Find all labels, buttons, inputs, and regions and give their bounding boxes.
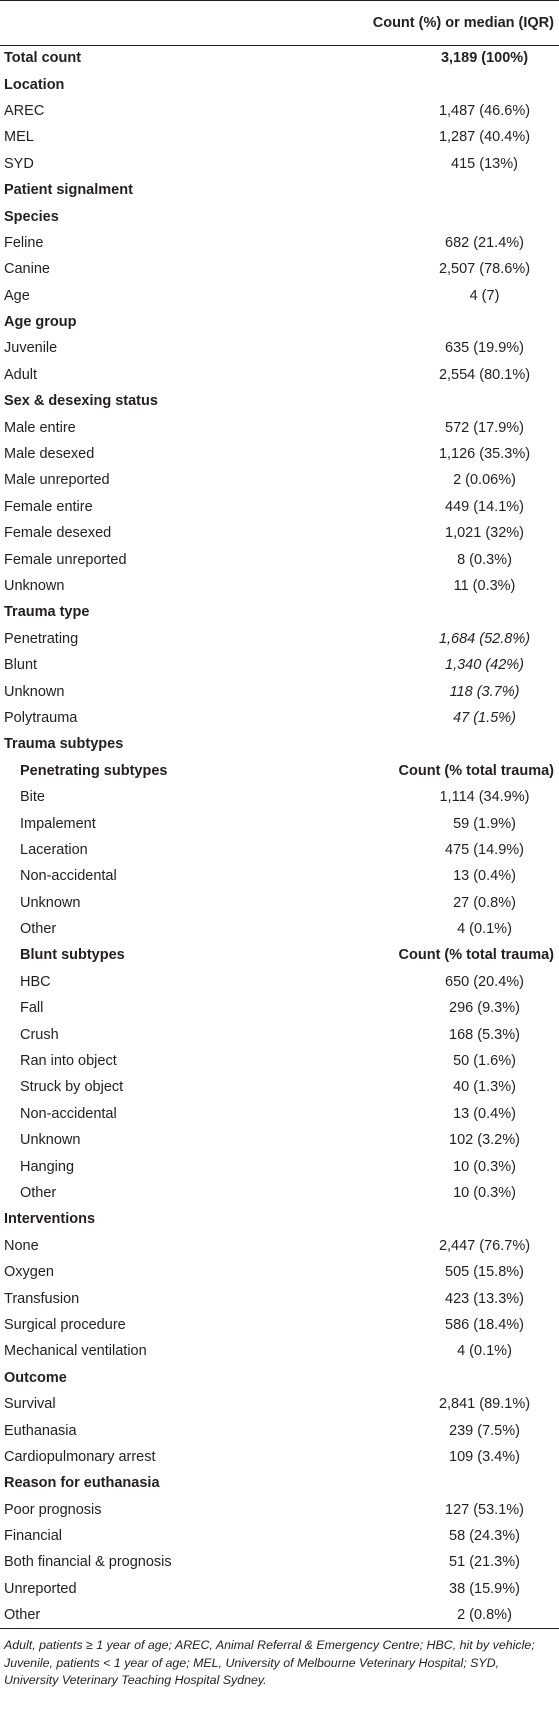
row-value: 8 (0.3%) — [457, 551, 512, 568]
table-row — [0, 652, 559, 678]
row-label: Fall — [20, 1000, 44, 1017]
table-row — [0, 283, 559, 309]
row-value — [340, 1365, 559, 1391]
row-label: None — [4, 1237, 39, 1254]
table-row — [0, 916, 559, 942]
table-row — [0, 230, 559, 256]
row-value: Count (% total trauma) — [398, 762, 554, 779]
table-row — [0, 414, 559, 440]
table-footnote: Adult, patients ≥ 1 year of age; AREC, Animal Referral & Emergency Centre; HBC, hit by vehicle; Juvenile, patients < 1 year of age; MEL, University of Melbourne Veterinary Hospital; SYD, University Veterinary Teaching Hospital Sydney. — [4, 1637, 535, 1688]
row-label: Non-accidental — [20, 1105, 117, 1122]
row-value: 3,189 (100%) — [440, 50, 529, 67]
section-header-row — [0, 309, 559, 335]
row-value: 296 (9.3%) — [449, 1000, 520, 1017]
row-label: Non-accidental — [20, 868, 117, 885]
row-value: 505 (15.8%) — [445, 1264, 524, 1281]
row-label: Canine — [4, 261, 50, 278]
table-row — [0, 1048, 559, 1074]
table-row — [0, 1233, 559, 1259]
row-value: 2 (0.06%) — [453, 472, 516, 489]
section-header-row — [0, 1365, 559, 1391]
row-value: 635 (19.9%) — [445, 340, 524, 357]
table-row — [0, 1523, 559, 1549]
row-label: Unreported — [4, 1580, 77, 1597]
table-row — [0, 1259, 559, 1285]
table-header — [0, 1, 559, 45]
table-row — [0, 151, 559, 177]
row-value — [340, 1206, 559, 1232]
row-label: Blunt subtypes — [20, 947, 125, 964]
row-value: 13 (0.4%) — [453, 1105, 516, 1122]
table-row — [0, 467, 559, 493]
table-row — [0, 546, 559, 572]
row-label: Polytrauma — [4, 709, 78, 726]
row-value: 168 (5.3%) — [449, 1026, 520, 1043]
table-row — [0, 837, 559, 863]
row-value: 1,021 (32%) — [445, 525, 524, 542]
table-row — [0, 1312, 559, 1338]
row-value: 1,114 (34.9%) — [439, 789, 530, 806]
row-label: Trauma subtypes — [4, 736, 124, 753]
table-row — [0, 678, 559, 704]
row-value: 475 (14.9%) — [445, 841, 524, 858]
row-label: Male desexed — [4, 446, 95, 463]
table-row — [0, 98, 559, 124]
table-row — [0, 362, 559, 388]
row-label: Unknown — [20, 894, 81, 911]
row-label: Struck by object — [20, 1079, 124, 1096]
row-value: 1,126 (35.3%) — [438, 446, 531, 463]
row-label: Poor prognosis — [4, 1501, 102, 1518]
row-label: Interventions — [4, 1211, 96, 1228]
row-value: 127 (53.1%) — [445, 1501, 524, 1518]
table-row — [0, 890, 559, 916]
row-label: Male unreported — [4, 472, 110, 489]
section-header-row — [0, 177, 559, 203]
table-row — [0, 494, 559, 520]
row-label: HBC — [20, 973, 51, 990]
row-label: Other — [0, 1602, 340, 1628]
row-label: Female unreported — [4, 551, 127, 568]
row-label: Ran into object — [20, 1053, 117, 1070]
row-value: 27 (0.8%) — [453, 894, 516, 911]
row-label: Cardiopulmonary arrest — [4, 1448, 156, 1465]
table-row — [0, 810, 559, 836]
section-header-row — [0, 71, 559, 97]
row-value: 109 (3.4%) — [449, 1448, 520, 1465]
row-label: SYD — [4, 155, 34, 172]
row-value: 10 (0.3%) — [453, 1184, 516, 1201]
row-value: 4 (0.1%) — [457, 921, 512, 938]
row-value: 682 (21.4%) — [445, 234, 524, 251]
row-label: Mechanical ventilation — [4, 1343, 147, 1360]
row-value: 1,684 (52.8%) — [438, 630, 531, 647]
subheader-row — [0, 942, 559, 968]
row-value: 2,507 (78.6%) — [438, 261, 531, 278]
row-value: 4 (7) — [469, 287, 500, 304]
row-label: Location — [4, 76, 65, 93]
row-value: 2,447 (76.7%) — [438, 1237, 531, 1254]
table-row — [0, 995, 559, 1021]
row-label: Both financial & prognosis — [4, 1554, 172, 1571]
row-value: 50 (1.6%) — [453, 1053, 516, 1070]
row-value: 572 (17.9%) — [445, 419, 524, 436]
row-value: 1,287 (40.4%) — [438, 129, 531, 146]
table-row — [0, 1074, 559, 1100]
row-label: Penetrating — [4, 630, 79, 647]
section-header-row — [0, 388, 559, 414]
table-row — [0, 784, 559, 810]
row-value — [340, 388, 559, 414]
row-value: 239 (7.5%) — [449, 1422, 520, 1439]
row-value: 10 (0.3%) — [453, 1158, 516, 1175]
row-label: Age — [4, 287, 30, 304]
header-value: Count (%) or median (IQR) — [340, 1, 559, 45]
header-label — [0, 1, 340, 45]
row-value: 40 (1.3%) — [453, 1079, 516, 1096]
row-label: Euthanasia — [4, 1422, 77, 1439]
table-row — [0, 45, 559, 71]
table-row — [0, 1101, 559, 1127]
table-row — [0, 1021, 559, 1047]
row-value — [340, 731, 559, 757]
row-label: Male entire — [4, 419, 76, 436]
row-value: Count (% total trauma) — [398, 947, 554, 964]
row-label: MEL — [4, 129, 34, 146]
row-label: Penetrating subtypes — [20, 762, 168, 779]
table-row — [0, 1444, 559, 1470]
row-label: Oxygen — [4, 1264, 54, 1281]
table-row — [0, 1602, 559, 1628]
row-label: Transfusion — [4, 1290, 80, 1307]
table-body — [0, 45, 559, 1628]
table-row — [0, 626, 559, 652]
row-value: 51 (21.3%) — [449, 1554, 520, 1571]
row-value: 59 (1.9%) — [453, 815, 516, 832]
row-label: Crush — [20, 1026, 59, 1043]
row-label: Other — [20, 921, 57, 938]
row-label: Financial — [4, 1528, 63, 1545]
table-row — [0, 1496, 559, 1522]
row-value: 4 (0.1%) — [457, 1343, 512, 1360]
data-table — [0, 1, 559, 1629]
table-row — [0, 441, 559, 467]
row-label: Sex & desexing status — [4, 393, 158, 410]
row-label: AREC — [4, 102, 45, 119]
row-value — [340, 203, 559, 229]
row-label: Hanging — [20, 1158, 75, 1175]
row-value: 11 (0.3%) — [453, 578, 516, 594]
section-header-row — [0, 599, 559, 625]
row-value: 118 (3.7%) — [449, 683, 520, 700]
table-row — [0, 1576, 559, 1602]
row-value: 650 (20.4%) — [445, 973, 524, 990]
table-row — [0, 1391, 559, 1417]
row-value: 47 (1.5%) — [453, 709, 516, 726]
row-value: 38 (15.9%) — [449, 1580, 520, 1597]
section-header-row — [0, 1470, 559, 1496]
row-label: Survival — [4, 1396, 56, 1413]
section-header-row — [0, 203, 559, 229]
table-row — [0, 1285, 559, 1311]
table-row — [0, 1417, 559, 1443]
row-value: 2,841 (89.1%) — [438, 1396, 531, 1413]
table-row — [0, 573, 559, 599]
row-label: Total count — [4, 50, 82, 67]
row-label: Species — [4, 208, 59, 225]
row-label: Patient signalment — [4, 182, 133, 199]
row-label: Laceration — [20, 841, 88, 858]
table-row — [0, 1549, 559, 1575]
table-row — [0, 124, 559, 150]
row-label: Adult — [4, 366, 38, 383]
row-value: 415 (13%) — [451, 155, 518, 172]
table-row — [0, 335, 559, 361]
table-row — [0, 705, 559, 731]
row-value — [340, 1470, 559, 1496]
row-label: Unknown — [4, 578, 65, 594]
row-value — [340, 309, 559, 335]
table-row — [0, 1180, 559, 1206]
row-label: Surgical procedure — [4, 1316, 126, 1333]
row-value: 1,340 (42%) — [445, 657, 524, 674]
table-row — [0, 969, 559, 995]
table-row — [0, 863, 559, 889]
row-label: Other — [20, 1184, 57, 1201]
row-label: Blunt — [4, 657, 38, 674]
row-label: Impalement — [20, 815, 96, 832]
table-row — [0, 256, 559, 282]
row-value: 449 (14.1%) — [445, 498, 524, 515]
row-label: Female entire — [4, 498, 93, 515]
subheader-row — [0, 758, 559, 784]
section-header-row — [0, 1206, 559, 1232]
row-value: 1,487 (46.6%) — [438, 102, 531, 119]
row-label: Outcome — [4, 1369, 67, 1386]
table-row — [0, 520, 559, 546]
row-value: 2 (0.8%) — [340, 1602, 559, 1628]
row-value: 423 (13.3%) — [445, 1290, 524, 1307]
row-label: Unknown — [4, 683, 65, 700]
table-row — [0, 1338, 559, 1364]
row-value: 13 (0.4%) — [453, 868, 516, 885]
table-row — [0, 1127, 559, 1153]
row-label: Trauma type — [4, 604, 90, 621]
row-label: Reason for euthanasia — [4, 1475, 160, 1492]
row-label: Juvenile — [4, 340, 58, 357]
row-value: 2,554 (80.1%) — [438, 366, 531, 383]
table-row — [0, 1153, 559, 1179]
row-label: Feline — [4, 234, 44, 251]
row-label: Bite — [20, 789, 45, 806]
row-value — [340, 599, 559, 625]
row-value — [340, 71, 559, 97]
row-label: Unknown — [20, 1132, 81, 1149]
row-label: Age group — [4, 314, 77, 331]
section-header-row — [0, 731, 559, 757]
row-label: Female desexed — [4, 525, 112, 542]
row-value: 102 (3.2%) — [449, 1132, 520, 1149]
row-value — [340, 177, 559, 203]
row-value: 58 (24.3%) — [449, 1528, 520, 1545]
row-value: 586 (18.4%) — [445, 1316, 524, 1333]
